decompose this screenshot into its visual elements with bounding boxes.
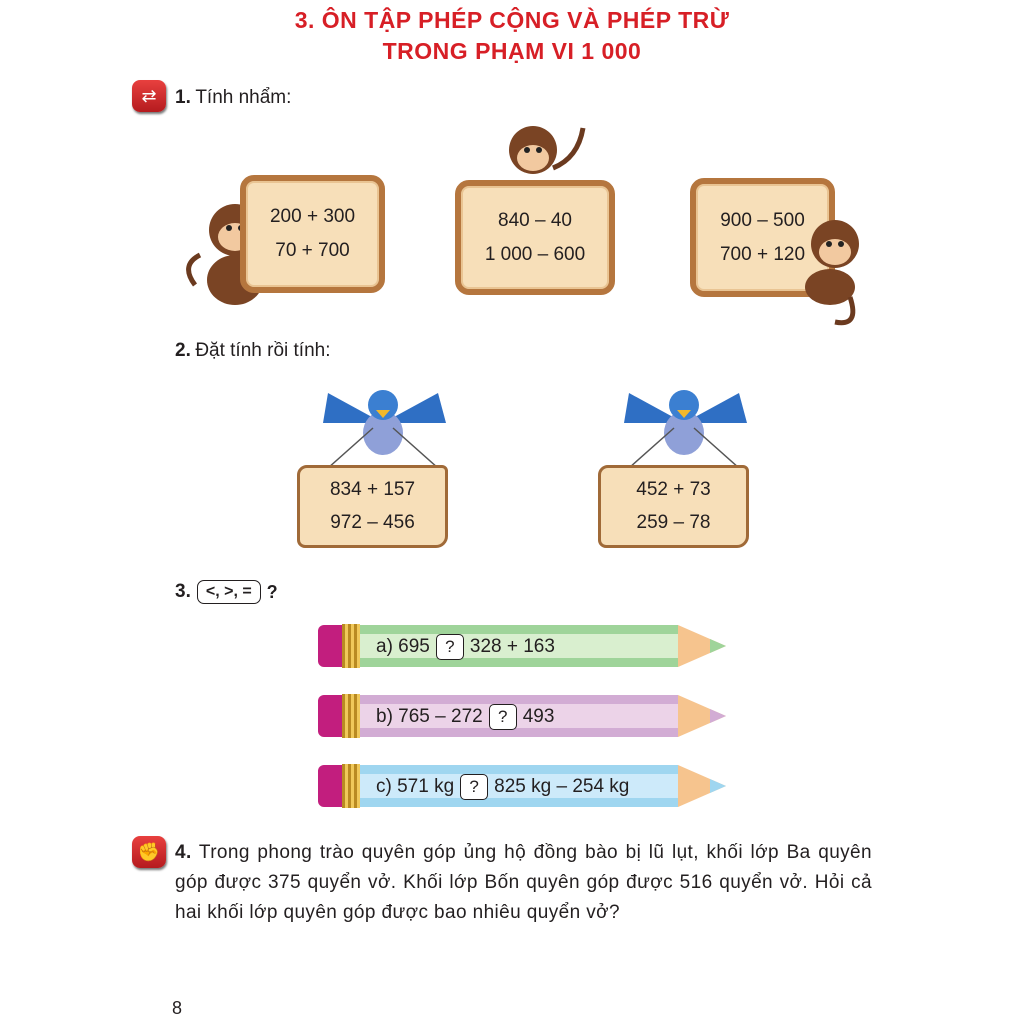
answer-box[interactable]: ? (489, 704, 517, 730)
page-title: 3. ÔN TẬP PHÉP CỘNG VÀ PHÉP TRỪ TRONG PHẠM VI 1 000 (294, 7, 730, 64)
pencil-eraser (318, 625, 342, 667)
pencil-item-a (318, 625, 728, 667)
monkey-lying-icon (498, 118, 593, 188)
board-2: 840 – 40 1 000 – 600 (455, 180, 615, 295)
pencil-item-b (318, 695, 728, 737)
pencil-lead (710, 779, 726, 793)
exercise-2-heading: 2. Đặt tính rồi tính: (175, 340, 331, 361)
exercise-3-heading: 3. <, >, = ? (175, 581, 278, 602)
exercise-1-heading: 1. Tính nhẩm: (175, 87, 292, 108)
board-1: 200 + 300 70 + 700 (240, 175, 385, 293)
right-expression: 493 (522, 706, 555, 727)
bird-icon (318, 383, 448, 468)
pencil-item-c (318, 765, 728, 807)
monkey-sitting-icon (780, 212, 870, 330)
fist-activity-icon: ✊ (132, 836, 166, 868)
sign-1: 834 + 157 972 – 456 (297, 465, 448, 548)
sign-2: 452 + 73 259 – 78 (598, 465, 749, 548)
right-expression: 328 + 163 (469, 636, 555, 657)
bird-icon (619, 383, 749, 468)
answer-box[interactable]: ? (460, 774, 488, 800)
pencil-ferrule (342, 694, 360, 738)
left-expression: c) 571 kg (376, 776, 455, 797)
board-3: 900 – 500 700 + 120 (690, 178, 835, 297)
exercise-4: 4. Trong phong trào quyên góp ủng hộ đồng bào bị lũ lụt, khối lớp Ba quyên góp được 375 quyển vở. Khối lớp Bốn quyên góp được 516 quyển vở. Hỏi cả hai khối lớp quyên góp được bao nhiêu quyển vở? (175, 842, 872, 923)
answer-box[interactable]: ? (436, 634, 464, 660)
left-expression: b) 765 – 272 (376, 706, 483, 727)
pencil-ferrule (342, 764, 360, 808)
right-expression: 825 kg – 254 kg (494, 776, 630, 797)
pencil-lead (710, 639, 726, 653)
pencil-ferrule (342, 624, 360, 668)
pencil-eraser (318, 765, 342, 807)
pencil-lead (710, 709, 726, 723)
page-number: 8 (172, 998, 183, 1018)
comparison-signs-box: <, >, = (197, 580, 261, 604)
hands-activity-icon: ⇄ (132, 80, 166, 112)
left-expression: a) 695 (376, 636, 430, 657)
pencil-eraser (318, 695, 342, 737)
